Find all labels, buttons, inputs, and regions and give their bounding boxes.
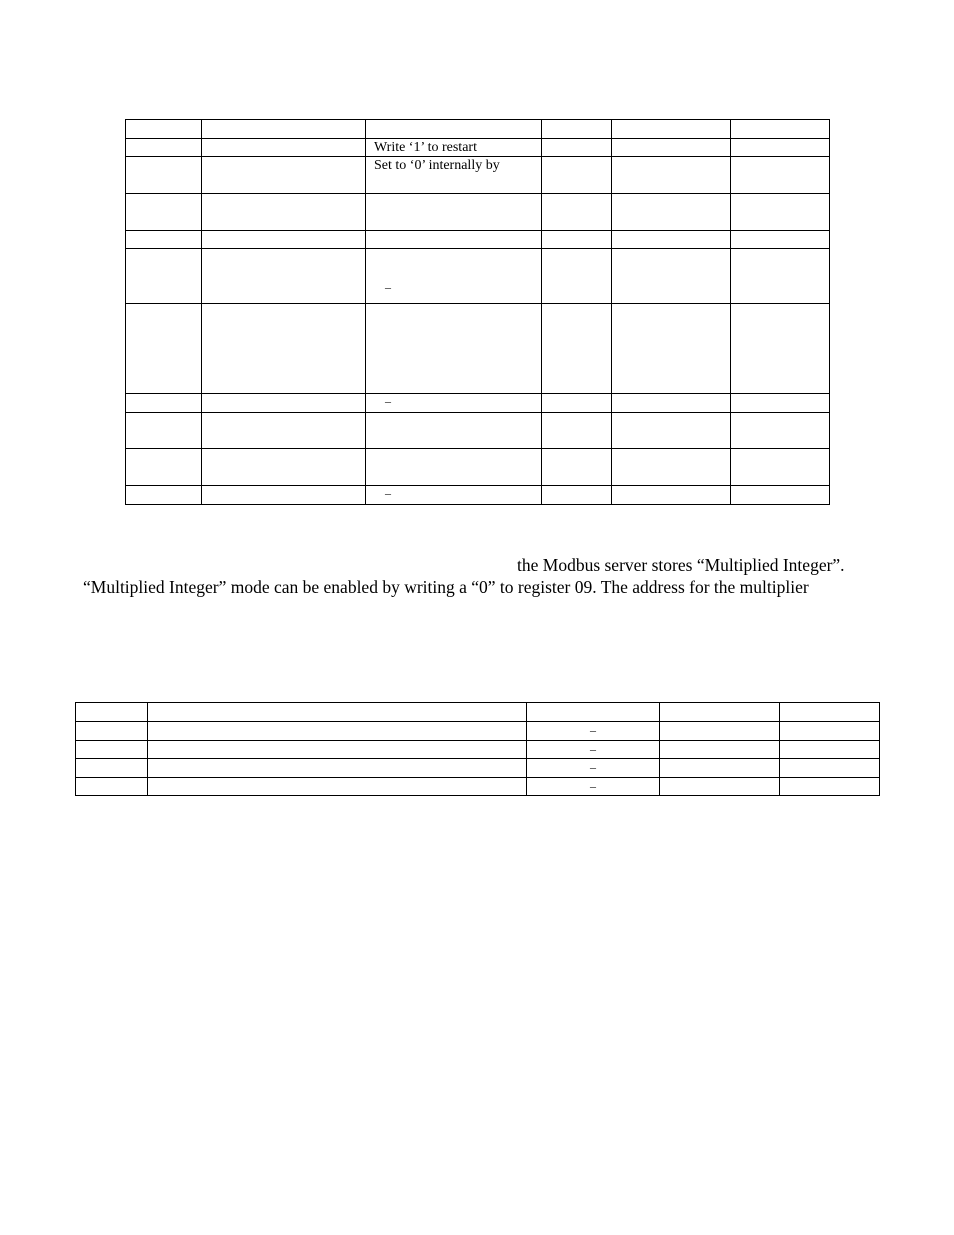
dash-mark: – <box>385 280 391 294</box>
table-row <box>126 394 830 413</box>
restart-note-line2: Set to ‘0’ internally by <box>374 158 500 173</box>
table-row <box>126 304 830 394</box>
dash-mark: – <box>385 486 391 500</box>
table-row <box>126 139 830 157</box>
dash-mark: – <box>590 742 596 756</box>
table-row <box>126 413 830 449</box>
table-row <box>126 194 830 231</box>
multiplier-table <box>75 702 880 796</box>
table-row <box>126 249 830 304</box>
table-row <box>76 759 880 778</box>
restart-note-line1: Write ‘1’ to restart <box>374 140 477 155</box>
table-row <box>126 486 830 505</box>
table-row <box>76 741 880 759</box>
table-row <box>76 703 880 722</box>
dash-mark: – <box>590 779 596 793</box>
dash-mark: – <box>590 723 596 737</box>
table-row <box>126 157 830 194</box>
paragraph-line-2: “Multiplied Integer” mode can be enabled by writing a “0” to register 09. The address for the multiplier <box>83 577 809 597</box>
table-row <box>126 449 830 486</box>
dash-mark: – <box>590 760 596 774</box>
table-row <box>76 778 880 796</box>
register-table <box>125 119 830 505</box>
table-row <box>126 120 830 139</box>
dash-mark: – <box>385 394 391 408</box>
table-row <box>76 722 880 741</box>
table-row <box>126 231 830 249</box>
paragraph-line-1: the Modbus server stores “Multiplied Integer”. <box>517 555 845 575</box>
